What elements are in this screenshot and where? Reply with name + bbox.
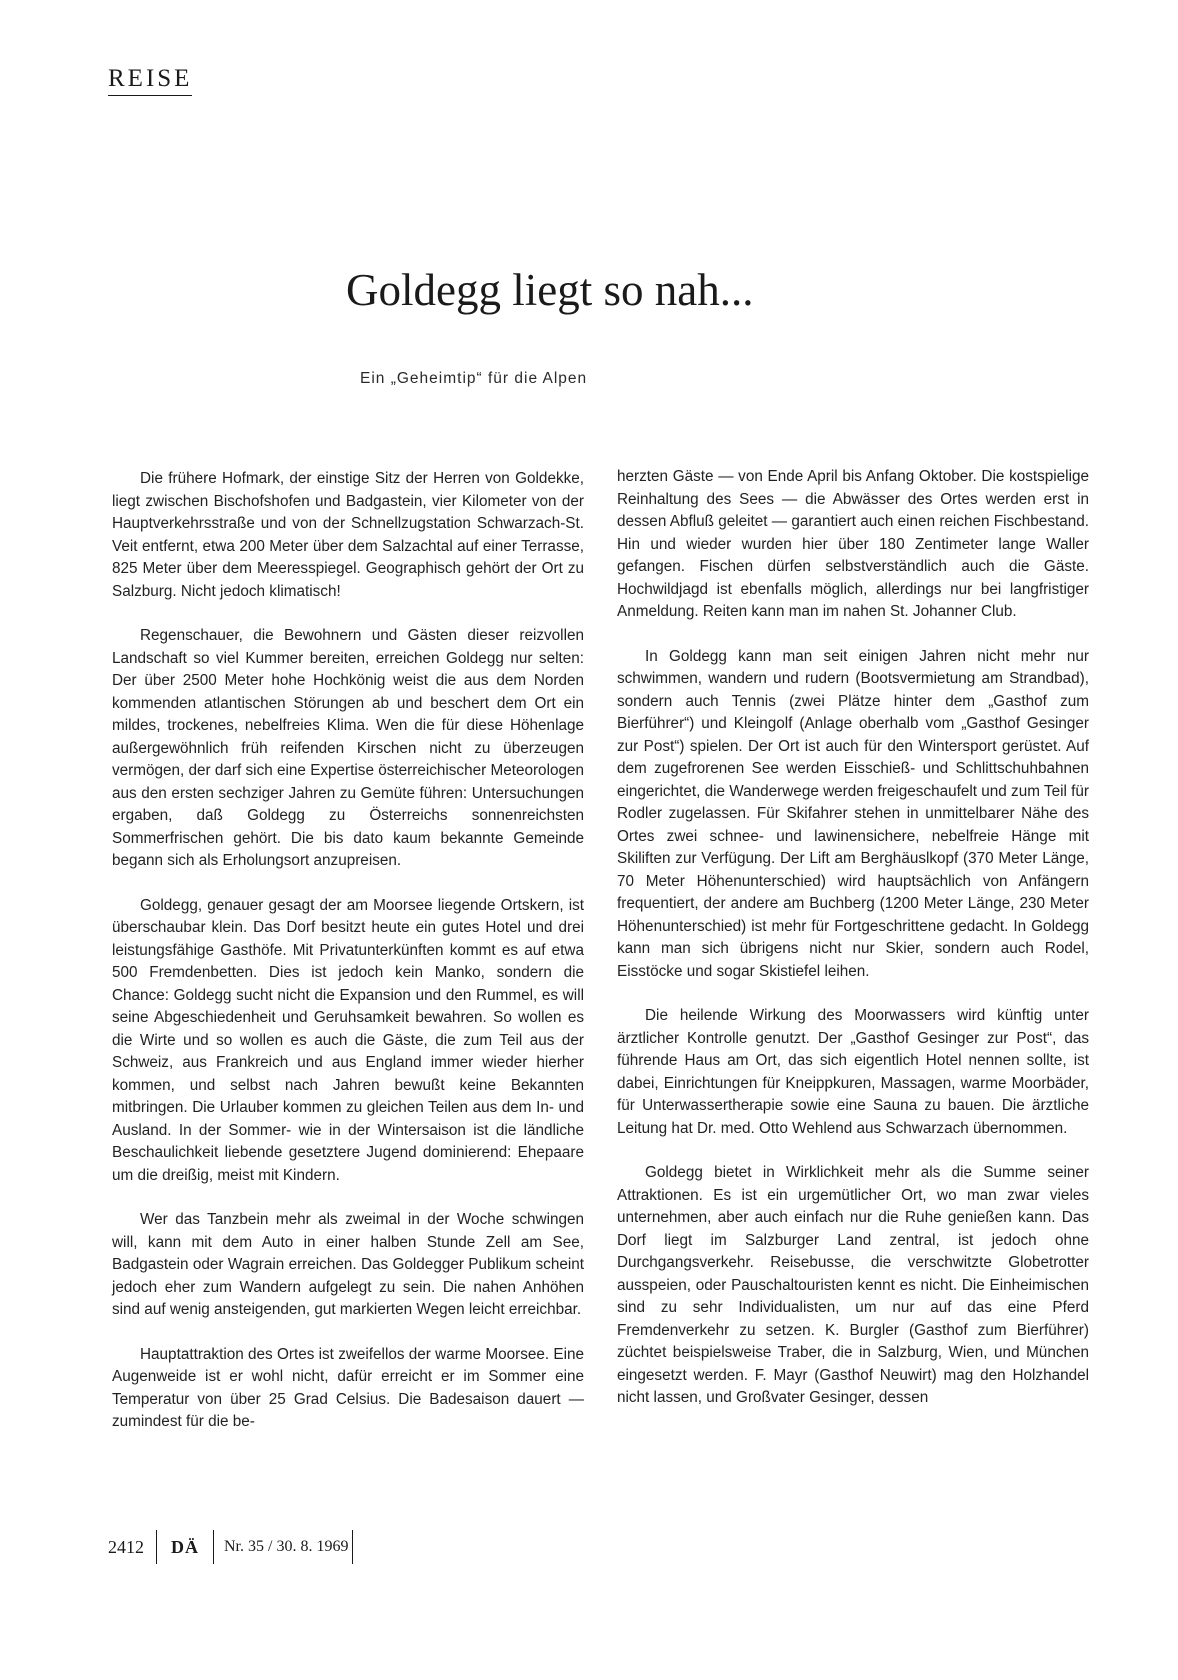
paragraph: Wer das Tanzbein mehr als zweimal in der Woche schwingen will, kann mit dem Auto in einer halben Stunde Zell am See, Badgastein oder Wagrain erreichen. Das Goldegger Publikum scheint jedoch eher zum Wandern aufgelegt zu sein. Die nahen Anhöhen sind auf wenig ansteigenden, gut markierten Wegen leicht erreichbar.	[112, 1211, 584, 1318]
paragraph: Goldegg, genauer gesagt der am Moorsee liegende Ortskern, ist überschaubar klein. Das Dorf besitzt heute ein gutes Hotel und drei leistungsfähige Gasthöfe. Mit Privatunterkünften kommt es auf etwa 500 Fremdenbetten. Dies ist jedoch kein Manko, sondern die Chance: Goldegg sucht nicht die Expansion und den Rummel, es will seine Abgeschiedenheit und Geruhsamkeit bewahren. So wollen es die Wirte und so wollen es auch die Gäste, die zum Teil aus der Schweiz, aus Frankreich und aus England immer wieder hierher kommen, und selbst nach Jahren bewußt keine Bekannten mitbringen. Die Urlauber kommen zu gleichen Teilen aus dem In- und Ausland. In der Sommer- wie in der Wintersaison ist die ländliche Beschaulichkeit liebende gesetztere Jugend dominierend: Ehepaare um die dreißig, meist mit Kindern.	[112, 896, 584, 1184]
right-column	[617, 466, 1089, 1432]
paragraph: Goldegg bietet in Wirklichkeit mehr als die Summe seiner Attraktionen. Es ist ein urgemütlicher Ort, wo man zwar vieles unternehmen, aber auch einfach nur die Ruhe genießen kann. Das Dorf liegt im Salzburger Land zentral, ist jedoch ohne Durchgangsverkehr. Reisebusse, die verschwitzte Globetrotter ausspeien, oder Pauschaltouristen kennt es nicht. Die Einheimischen sind zu sehr Individualisten, um nur auf das eine Pferd Fremdenverkehr zu setzen. K. Burgler (Gasthof zum Bierführer) züchtet beispielsweise Traber, die in Salzburg, Wien, und München eingesetzt werden. F. Mayr (Gasthof Neuwirt) mag den Holzhandel nicht lassen, und Großvater Gesinger, dessen	[617, 1164, 1089, 1406]
page-footer	[108, 1530, 353, 1564]
section-label: REISE	[108, 66, 192, 96]
paragraph: Regenschauer, die Bewohnern und Gästen dieser reizvollen Landschaft so viel Kummer bereiten, erreichen Goldegg nur selten: Der über 2500 Meter hohe Hochkönig weist die aus dem Norden kommenden atlantischen Störungen ab und beschert dem Ort ein mildes, trockenes, nebelfreies Klima. Wen die für diese Höhenlage außergewöhnlich früh reifenden Kirschen nicht zu überzeugen vermögen, der darf sich eine Expertise österreichischer Meteorologen aus den ersten sechziger Jahren zu Gemüte führen: Untersuchungen ergaben, daß Goldegg zu Österreichs sonnenreichsten Sommerfrischen gehört. Die bis dato kaum bekannte Gemeinde begann sich als Erholungsort anzupreisen.	[112, 627, 584, 869]
article-title: Goldegg liegt so nah...	[346, 265, 754, 315]
issue-info: Nr. 35 / 30. 8. 1969	[214, 1530, 353, 1564]
paragraph: In Goldegg kann man seit einigen Jahren nicht mehr nur schwimmen, wandern und rudern (Bootsvermietung am Strandbad), sondern auch Tennis (zwei Plätze hinter dem „Gasthof zum Bierführer“) und Kleingolf (Anlage oberhalb vom „Gasthof Gesinger zur Post“) spielen. Der Ort ist auch für den Wintersport gerüstet. Auf dem zugefrorenen See werden Eisschieß- und Schlittschuhbahnen eingerichtet, die Wanderwege werden freigeschaufelt und zum Teil für Rodler zugelassen. Für Skifahrer stehen in unmittelbarer Nähe des Ortes zwei schnee- und lawinensichere, nebelfreie Hänge mit Skiliften zur Verfügung. Der Lift am Berghäuslkopf (370 Meter Länge, 70 Meter Höhenunterschied) wird hauptsächlich von Anfängern frequentiert, der andere am Buchberg (1200 Meter Länge, 230 Meter Höhenunterschied) ist mehr für Fortgeschrittene gedacht. In Goldegg kann man sich übrigens nicht nur Skier, sondern auch Rodel, Eisstöcke und sogar Skistiefel leihen.	[617, 647, 1089, 980]
journal-logo: DÄ	[157, 1530, 214, 1564]
page-number: 2412	[108, 1530, 157, 1564]
paragraph-continued: herzten Gäste — von Ende April bis Anfang Oktober. Die kostspielige Reinhaltung des Sees — die Abwässer des Ortes werden erst in dessen Abfluß geleitet — garantiert auch einen reichen Fischbestand. Hin und wieder wurden hier über 180 Zentimeter lange Waller gefangen. Fischen dürfen selbstverständlich auch die Gäste. Hochwildjagd ist ebenfalls möglich, allerdings nur bei langfristiger Anmeldung. Reiten kann man im nahen St. Johanner Club.	[617, 468, 1089, 620]
article-subtitle: Ein „Geheimtip“ für die Alpen	[360, 370, 588, 387]
paragraph: Hauptattraktion des Ortes ist zweifellos der warme Moorsee. Eine Augenweide ist er wohl nicht, dafür erreicht er im Sommer eine Temperatur von über 25 Grad Celsius. Die Badesaison dauert — zumindest für die be-	[112, 1345, 584, 1430]
paragraph: Die frühere Hofmark, der einstige Sitz der Herren von Goldekke, liegt zwischen Bischofshofen und Badgastein, vier Kilometer von der Hauptverkehrsstraße und von der Schnellzugstation Schwarzach-St. Veit entfernt, etwa 200 Meter über dem Salzachtal auf einer Terrasse, 825 Meter über dem Meeresspiegel. Geographisch gehört der Ort zu Salzburg. Nicht jedoch klimatisch!	[112, 470, 584, 600]
left-column	[112, 468, 584, 1456]
paragraph: Die heilende Wirkung des Moorwassers wird künftig unter ärztlicher Kontrolle genutzt. Der „Gasthof Gesinger zur Post“, das führende Haus am Ort, das sich eigentlich Hotel nennen sollte, ist dabei, Einrichtungen für Kneippkuren, Massagen, warme Moorbäder, für Unterwassertherapie sowie eine Sauna zu bauen. Die ärztliche Leitung hat Dr. med. Otto Wehlend aus Schwarzach übernommen.	[617, 1007, 1089, 1137]
